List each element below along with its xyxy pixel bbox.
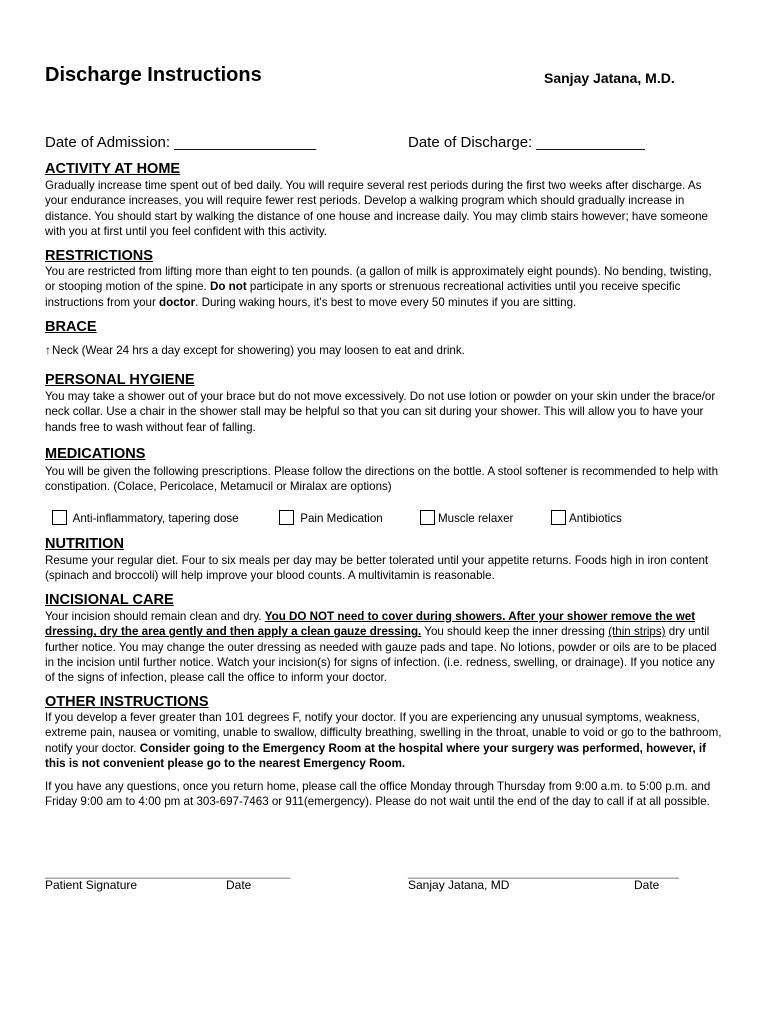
restrictions-text-part-1: You are restricted from lifting more than eight to ten pounds. (a gallon of milk is approximately eight pounds). No bending, twisting, or stooping motion of the spine. xyxy=(45,265,712,294)
brace-neck-row xyxy=(45,343,465,357)
hygiene-text: You may take a shower out of your brace but do not move excessively. Do not use lotion or powder on your skin under the brace/or neck collar. Use a chair in the shower stall may be helpful so that you can sit during your shower. This will allow you to have your hands free to wash without fear of falling. xyxy=(45,390,716,434)
discharge-date-field[interactable]: Date of Discharge: _____________ xyxy=(408,134,645,151)
checkbox-icon[interactable] xyxy=(52,510,67,525)
incisional-text-part-3: dry until further notice. You may change the outer dressing as needed with gauze pads and tape. No lotions, powder or oils are to be placed in the incision until further notice. Watch your incision(s) for signs of infection. (i.e. redness, swelling, or drainage). If you notice any of the signs of infection, please call the office to inform your doctor. xyxy=(45,625,717,685)
restrictions-bold-do-not: Do not xyxy=(210,280,247,294)
brace-neck-text: Neck (Wear 24 hrs a day except for showering) you may loosen to eat and drink. xyxy=(52,344,465,357)
hygiene-heading: PERSONAL HYGIENE xyxy=(45,372,195,388)
medication-option-label: Muscle relaxer xyxy=(438,512,514,525)
checkbox-icon[interactable] xyxy=(420,510,435,525)
incisional-underlined-thin-strips: (thin strips) xyxy=(608,625,666,639)
nutrition-text: Resume your regular diet. Four to six meals per day may be better tolerated until your appetite returns. Foods high in iron content (spinach and broccoli) will help improve your blood counts. A multivitamin is reasonable. xyxy=(45,554,709,583)
medication-option-anti-inflammatory[interactable] xyxy=(52,510,239,525)
doctor-date-label: Date xyxy=(634,878,660,892)
medication-option-pain[interactable] xyxy=(279,510,383,525)
incisional-text-part-1: Your incision should remain clean and dry. xyxy=(45,610,265,623)
arrow-up-icon: ↑ xyxy=(45,343,51,357)
checkbox-icon[interactable] xyxy=(279,510,294,525)
page-title: Discharge Instructions xyxy=(45,64,262,86)
doctor-name: Sanjay Jatana, M.D. xyxy=(544,70,675,86)
medications-heading: MEDICATIONS xyxy=(45,446,146,462)
restrictions-text xyxy=(45,264,725,310)
patient-signature-label: Patient Signature xyxy=(45,878,138,892)
patient-date-label: Date xyxy=(226,878,252,892)
restrictions-heading: RESTRICTIONS xyxy=(45,248,153,264)
other-bold-emergency: Consider going to the Emergency Room at the hospital where your surgery was performed, however, if this is not convenient please go to the nearest Emergency Room. xyxy=(45,741,707,770)
other-text-part-1: If you develop a fever greater than 101 degrees F, notify your doctor. If you are experiencing any unusual symptoms, weakness, extreme pain, nausea or vomiting, unable to swallow, difficulty breathing, swelling in the throat, unable to void or go to the bathroom, notify your doctor. xyxy=(45,711,722,755)
restrictions-bold-doctor: doctor xyxy=(159,295,196,309)
activity-heading: ACTIVITY AT HOME xyxy=(45,161,181,177)
medication-option-label: Anti-inflammatory, tapering dose xyxy=(72,512,239,525)
medication-option-label: Pain Medication xyxy=(300,512,383,525)
incisional-care-text xyxy=(45,609,725,685)
incisional-bold-instruction: You DO NOT need to cover during showers. After your shower remove the wet dressing, dry the area gently and then apply a clean gauze dressing. xyxy=(45,610,696,639)
checkbox-icon[interactable] xyxy=(551,510,566,525)
restrictions-text-part-3: . During waking hours, it's best to move every 50 minutes if you are sitting. xyxy=(195,295,577,309)
medication-option-antibiotics[interactable] xyxy=(551,510,622,525)
activity-text: Gradually increase time spent out of bed daily. You will require several rest periods during the first two weeks after discharge. As your endurance increases, you will require fewer rest periods. Develop a walking program which should gradually increase in distance. You should start by walking the distance of one house and increase daily. You may climb stairs however; have someone with you at first until you feel confident with this activity. xyxy=(45,179,708,238)
incisional-text-part-2: You should keep the inner dressing xyxy=(421,625,609,639)
medication-option-label: Antibiotics xyxy=(569,512,622,525)
medication-option-muscle-relaxer[interactable] xyxy=(420,510,513,525)
other-contact-text: If you have any questions, once you return home, please call the office Monday through Thursday from 9:00 a.m. to 5:00 p.m. and Friday 9:00 am to 4:00 pm at 303-697-7463 or 911(emergency). Please do not wait until the end of the day to call if at all possible. xyxy=(45,780,711,809)
admission-date-field[interactable]: Date of Admission: _________________ xyxy=(45,134,317,151)
incisional-care-heading: INCISIONAL CARE xyxy=(45,592,174,608)
patient-signature-line[interactable]: ______________________________________ xyxy=(45,866,291,879)
doctor-signature-line[interactable]: __________________________________________ xyxy=(408,866,679,879)
brace-heading: BRACE xyxy=(45,319,97,335)
nutrition-heading: NUTRITION xyxy=(45,536,124,552)
medications-text: You will be given the following prescriptions. Please follow the directions on the bottle. A stool softener is recommended to help with constipation. (Colace, Pericolace, Metamucil or Miralax are options) xyxy=(45,465,719,494)
other-instructions-heading: OTHER INSTRUCTIONS xyxy=(45,694,209,710)
doctor-signature-label: Sanjay Jatana, MD xyxy=(408,878,510,892)
other-instructions-text xyxy=(45,710,725,771)
restrictions-text-part-2: participate in any sports or strenuous recreational activities until you receive specific instructions from your xyxy=(45,280,681,309)
